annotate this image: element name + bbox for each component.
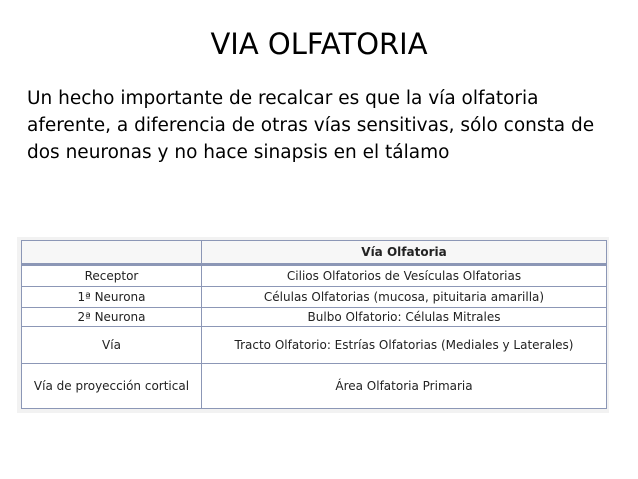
- row-label: Vía de proyección cortical: [22, 364, 202, 409]
- table-row: [22, 265, 607, 287]
- row-value: Bulbo Olfatorio: Células Mitrales: [202, 308, 607, 327]
- table-row: [22, 327, 607, 364]
- table-header-row: [22, 241, 607, 265]
- row-value: Tracto Olfatorio: Estrías Olfatorias (Mediales y Laterales): [202, 327, 607, 364]
- slide-title: VIA OLFATORIA: [210, 27, 428, 61]
- via-olfatoria-table: [21, 240, 607, 409]
- table-image: [17, 237, 609, 413]
- row-label: Receptor: [22, 265, 202, 287]
- row-value: Células Olfatorias (mucosa, pituitaria amarilla): [202, 287, 607, 308]
- row-label: Vía: [22, 327, 202, 364]
- row-label: 2ª Neurona: [22, 308, 202, 327]
- row-value: Área Olfatoria Primaria: [202, 364, 607, 409]
- table-row: [22, 287, 607, 308]
- table-row: [22, 364, 607, 409]
- slide-body-text: Un hecho importante de recalcar es que la vía olfatoria aferente, a diferencia de otras vías sensitivas, sólo consta de dos neuronas y no hace sinapsis en el tálamo: [27, 88, 595, 163]
- row-label: 1ª Neurona: [22, 287, 202, 308]
- table-header: Vía Olfatoria: [202, 241, 607, 265]
- table-row: [22, 308, 607, 327]
- row-value: Cilios Olfatorios de Vesículas Olfatorias: [202, 265, 607, 287]
- table-corner-cell: [22, 241, 202, 265]
